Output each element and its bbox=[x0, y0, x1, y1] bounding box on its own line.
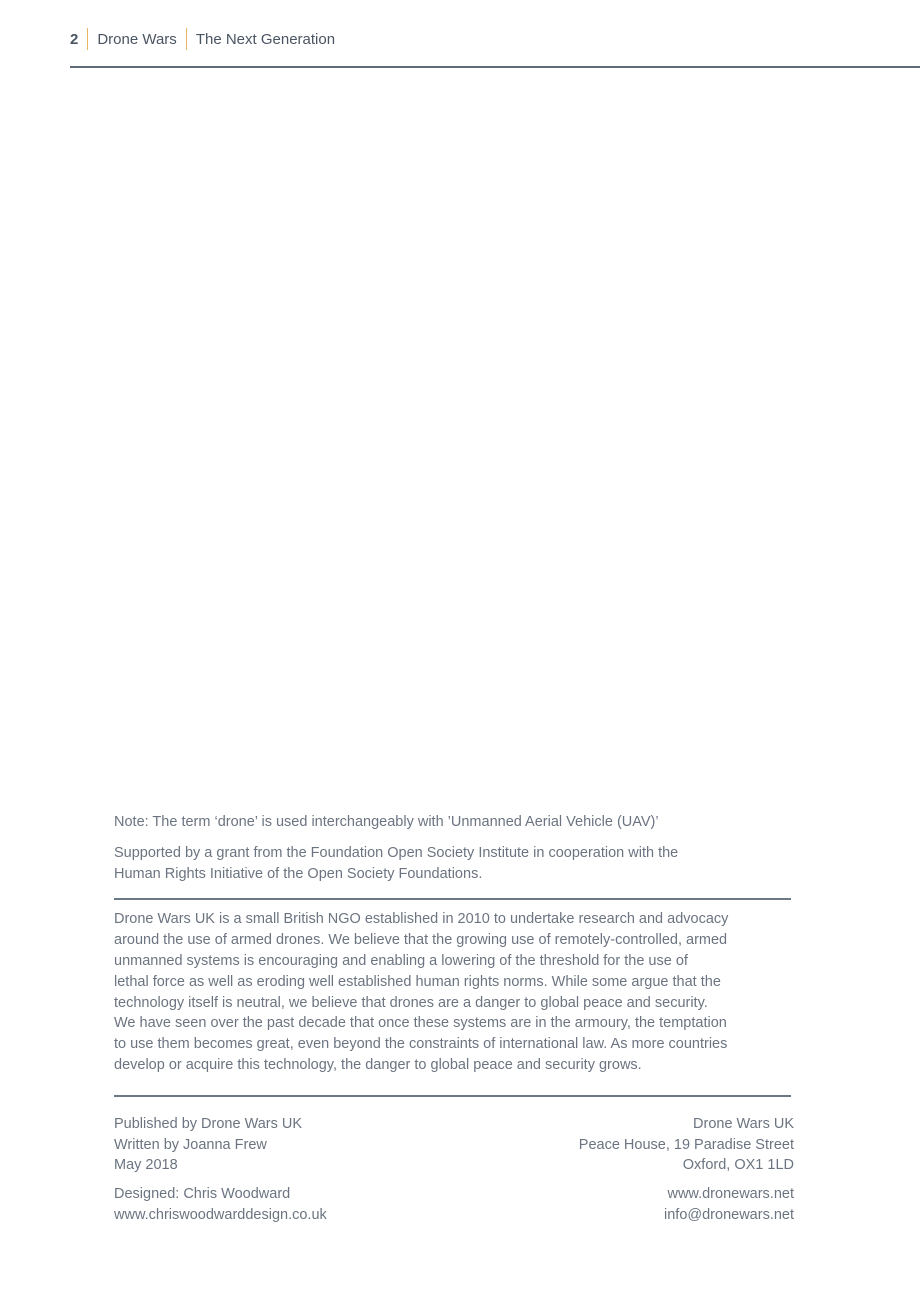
header-separator bbox=[87, 28, 88, 50]
description-line: We have seen over the past decade that once these systems are in the armoury, the temptation bbox=[114, 1015, 727, 1032]
organisation-name: Drone Wars UK bbox=[693, 1115, 794, 1132]
publication-date: May 2018 bbox=[114, 1157, 178, 1174]
grant-line: Human Rights Initiative of the Open Society Foundations. bbox=[114, 865, 483, 882]
section-divider bbox=[114, 1095, 791, 1097]
author: Written by Joanna Frew bbox=[114, 1136, 267, 1153]
document-title: The Next Generation bbox=[195, 30, 336, 48]
publishing-details bbox=[114, 1114, 327, 1176]
imprint-section bbox=[114, 812, 794, 1226]
description-line: to use them becomes great, even beyond the constraints of international law. As more countries bbox=[114, 1036, 728, 1053]
design-credits bbox=[114, 1184, 327, 1226]
description-line: Drone Wars UK is a small British NGO established in 2010 to undertake research and advocacy bbox=[114, 911, 729, 928]
header-divider bbox=[70, 66, 920, 68]
colophon bbox=[114, 1114, 794, 1226]
description-line: unmanned systems is encouraging and enabling a lowering of the threshold for the use of bbox=[114, 952, 688, 969]
address-line: Peace House, 19 Paradise Street bbox=[578, 1136, 794, 1153]
section-divider bbox=[114, 898, 791, 900]
contact-details bbox=[579, 1114, 794, 1226]
publication-credits bbox=[114, 1114, 327, 1226]
header-separator bbox=[186, 28, 187, 50]
terminology-note: Note: The term ‘drone’ is used interchangeably with ’Unmanned Aerial Vehicle (UAV)’ bbox=[114, 814, 659, 830]
running-header bbox=[70, 28, 335, 50]
grant-acknowledgement bbox=[114, 843, 794, 885]
page-number: 2 bbox=[70, 30, 79, 48]
website-link[interactable]: www.dronewars.net bbox=[667, 1186, 794, 1203]
publication-name: Drone Wars bbox=[97, 30, 177, 48]
publisher: Published by Drone Wars UK bbox=[114, 1115, 303, 1132]
description-line: around the use of armed drones. We believe that the growing use of remotely-controlled, armed bbox=[114, 932, 728, 949]
designer-website-link[interactable]: www.chriswoodwarddesign.co.uk bbox=[114, 1206, 327, 1223]
email-link[interactable]: info@dronewars.net bbox=[664, 1206, 794, 1223]
address-line: Oxford, OX1 1LD bbox=[682, 1157, 794, 1174]
description-line: develop or acquire this technology, the danger to global peace and security grows. bbox=[114, 1056, 642, 1073]
grant-line: Supported by a grant from the Foundation Open Society Institute in cooperation with the bbox=[114, 844, 679, 861]
description-line: lethal force as well as eroding well established human rights norms. While some argue that the bbox=[114, 973, 721, 990]
description-line: technology itself is neutral, we believe that drones are a danger to global peace and security. bbox=[114, 994, 708, 1011]
postal-address bbox=[579, 1114, 794, 1176]
online-contacts bbox=[579, 1184, 794, 1226]
designer: Designed: Chris Woodward bbox=[114, 1186, 291, 1203]
organisation-description bbox=[114, 909, 794, 1075]
